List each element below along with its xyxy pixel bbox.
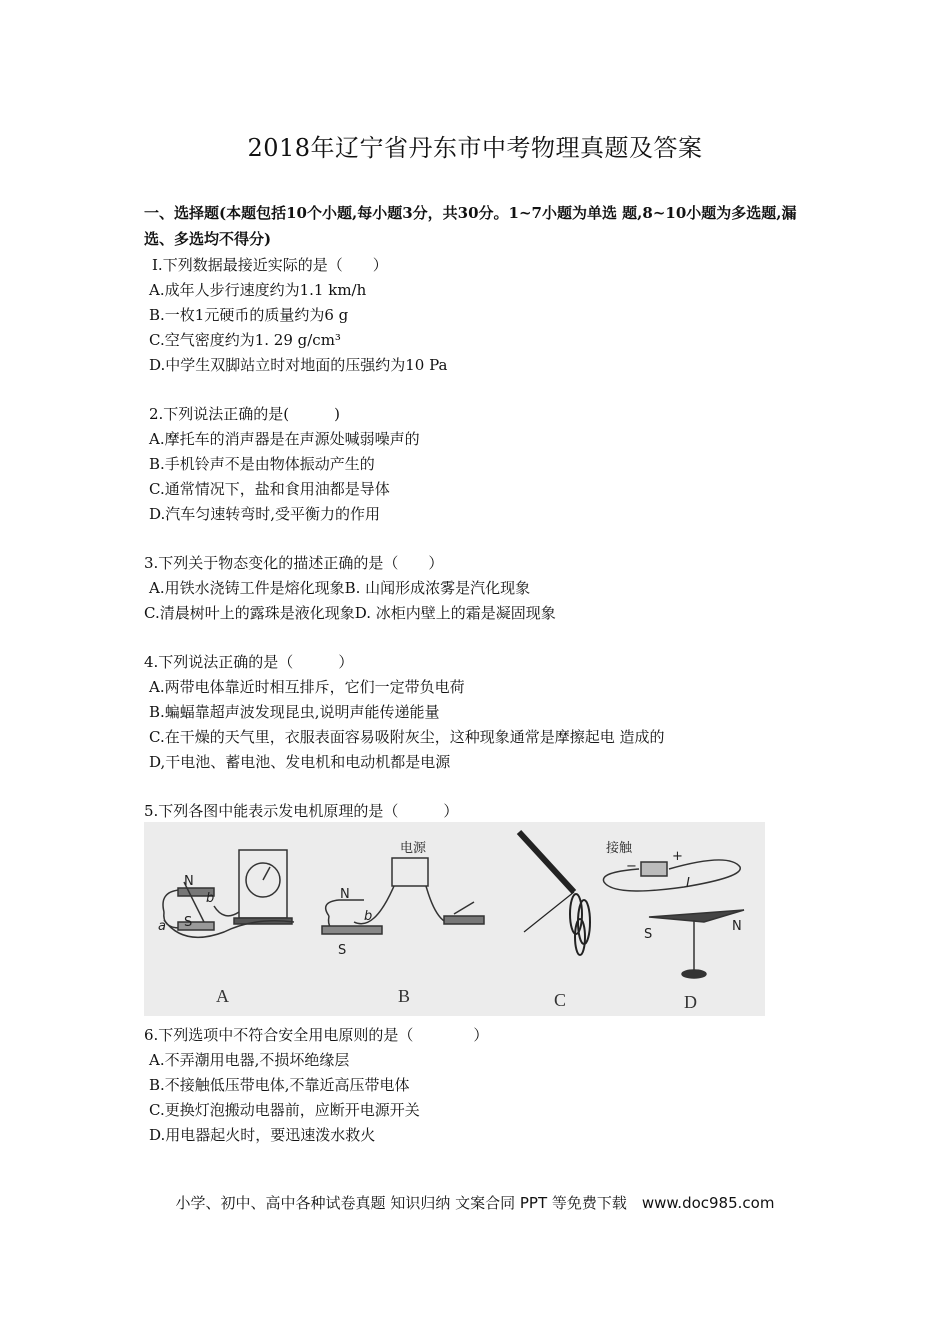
figure-d-s-label: S (644, 927, 653, 942)
question-5-figure (144, 822, 765, 1016)
question-3-options-cd: C.清晨树叶上的露珠是液化现象D. 冰柜内壁上的霜是凝固现象 (144, 604, 556, 622)
question-3-stem: 3.下列关于物态变化的描述正确的是（ ） (144, 554, 444, 572)
question-3-options-ab: A.用铁水浇铸工件是熔化现象B. 山闻形成浓雾是汽化现象 (149, 579, 531, 597)
question-2-option-b: B.手机铃声不是由物体振动产生的 (149, 455, 375, 473)
figure-a-n-label: N (184, 874, 194, 889)
question-6-option-d: D.用电器起火时，要迅速泼水救火 (149, 1126, 376, 1144)
figure-label-a: A (216, 986, 229, 1006)
figure-a-generator (163, 850, 294, 937)
figure-d-plus-label: + (672, 849, 683, 864)
page-footer: 小学、初中、高中各种试卷真题 知识归纳 文案合同 PPT 等免费下载 www.doc985.com (175, 1194, 775, 1212)
question-6-option-a: A.不弄潮用电器,不损坏绝缘层 (149, 1051, 350, 1069)
figure-d-compass (603, 860, 744, 978)
question-2-option-c: C.通常情况下，盐和食用油都是导体 (149, 480, 390, 498)
question-1-option-c: C.空气密度约为1. 29 g/cm³ (149, 331, 341, 349)
question-1-option-a: A.成年人步行速度约为1.1 km/h (149, 281, 367, 299)
question-5-stem: 5.下列各图中能表示发电机原理的是（ ） (144, 802, 459, 820)
page-title: 2018年辽宁省丹东市中考物理真题及答案 (247, 134, 703, 162)
question-2-stem: 2.下列说法正确的是( ) (149, 405, 341, 423)
question-4-option-d: D,干电池、蓄电池、发电机和电动机都是电源 (149, 753, 451, 771)
figure-label-d: D (684, 992, 697, 1012)
figure-b-b-label: b (364, 909, 373, 924)
figure-b-n-label: N (340, 887, 350, 902)
question-1-stem: I.下列数据最接近实际的是（ ） (152, 256, 388, 274)
figure-b-power-label: 电源 (400, 841, 427, 856)
figure-b-s-label: S (338, 943, 347, 958)
figure-d-current-label: I (686, 876, 690, 891)
question-4-option-b: B.蝙蝠靠超声波发现昆虫,说明声能传递能量 (149, 703, 440, 721)
figure-illustration (144, 822, 765, 1016)
question-1-option-d: D.中学生双脚站立时对地面的压强约为10 Pa (149, 356, 448, 374)
question-4-option-c: C.在干燥的天气里，衣服表面容易吸附灰尘，这种现象通常是摩擦起电 造成的 (149, 728, 665, 746)
question-4-option-a: A.两带电体靠近时相互排斥，它们一定带负电荷 (149, 678, 465, 696)
figure-a-s-label: S (184, 915, 193, 930)
question-6-stem: 6.下列选项中不符合安全用电原则的是（ ） (144, 1026, 489, 1044)
figure-label-c: C (554, 990, 567, 1010)
question-4-stem: 4.下列说法正确的是（ ） (144, 653, 354, 671)
section-heading: 一、选择题(本题包括10个小题,每小题3分，共30分。1~7小题为单选 题,8~10小题为多选题,漏选、多选均不得分) (144, 204, 797, 248)
question-1-option-b: B.一枚1元硬币的质量约为6 g (149, 306, 349, 324)
figure-d-n-label: N (732, 919, 742, 934)
question-2-option-d: D.汽车匀速转弯时,受平衡力的作用 (149, 505, 381, 523)
figure-a-b-label: b (206, 891, 215, 906)
figure-c-rod (519, 832, 590, 955)
figure-label-b: B (398, 986, 411, 1006)
question-2-option-a: A.摩托车的消声器是在声源处喊弱噪声的 (149, 430, 420, 448)
figure-d-minus-label: − (626, 859, 637, 874)
figure-a-a-label: a (158, 919, 166, 934)
figure-d-contact-label: 接触 (606, 841, 633, 856)
question-6-option-b: B.不接触低压带电体,不靠近高压带电体 (149, 1076, 410, 1094)
question-6-option-c: C.更换灯泡搬动电器前，应断开电源开关 (149, 1101, 420, 1119)
